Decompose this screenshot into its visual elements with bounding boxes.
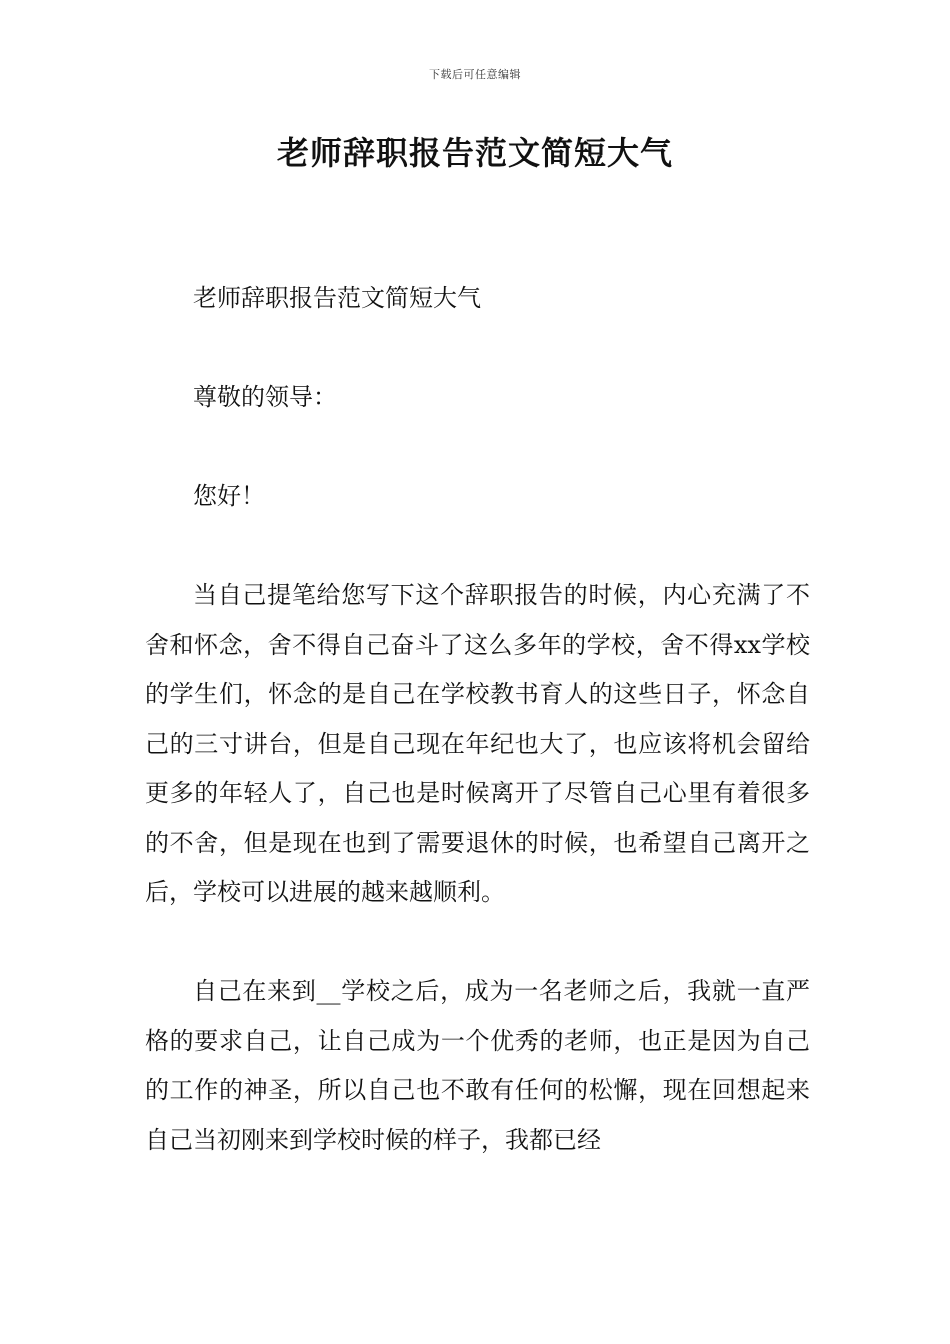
document-title: 老师辞职报告范文简短大气	[276, 134, 673, 172]
download-note: 下载后可任意编辑	[429, 68, 521, 81]
salutation: 尊敬的领导：	[193, 383, 337, 411]
paragraph: 自己在来到__学校之后，成为一名老师之后，我就一直严格的要求自己，让自己成为一个优秀的老师，也正是因为自己的工作的神圣，所以自己也不敢有任何的松懈，现在回想起来自己当初刚来到学校时候的样子，我都已经	[145, 977, 810, 1154]
body-subtitle: 老师辞职报告范文简短大气	[193, 284, 481, 312]
document-body	[145, 274, 810, 1215]
paragraph: 当自己提笔给您写下这个辞职报告的时候，内心充满了不舍和怀念，舍不得自己奋斗了这么多年的学校，舍不得xx学校的学生们，怀念的是自己在学校教书育人的这些日子，怀念自己的三寸讲台，但是自己现在年纪也大了，也应该将机会留给更多的年轻人了，自己也是时候离开了尽管自己心里有着很多的不舍，但是现在也到了需要退休的时候，也希望自己离开之后，学校可以进展的越来越顺利。	[145, 581, 810, 906]
greeting: 您好！	[193, 482, 265, 510]
